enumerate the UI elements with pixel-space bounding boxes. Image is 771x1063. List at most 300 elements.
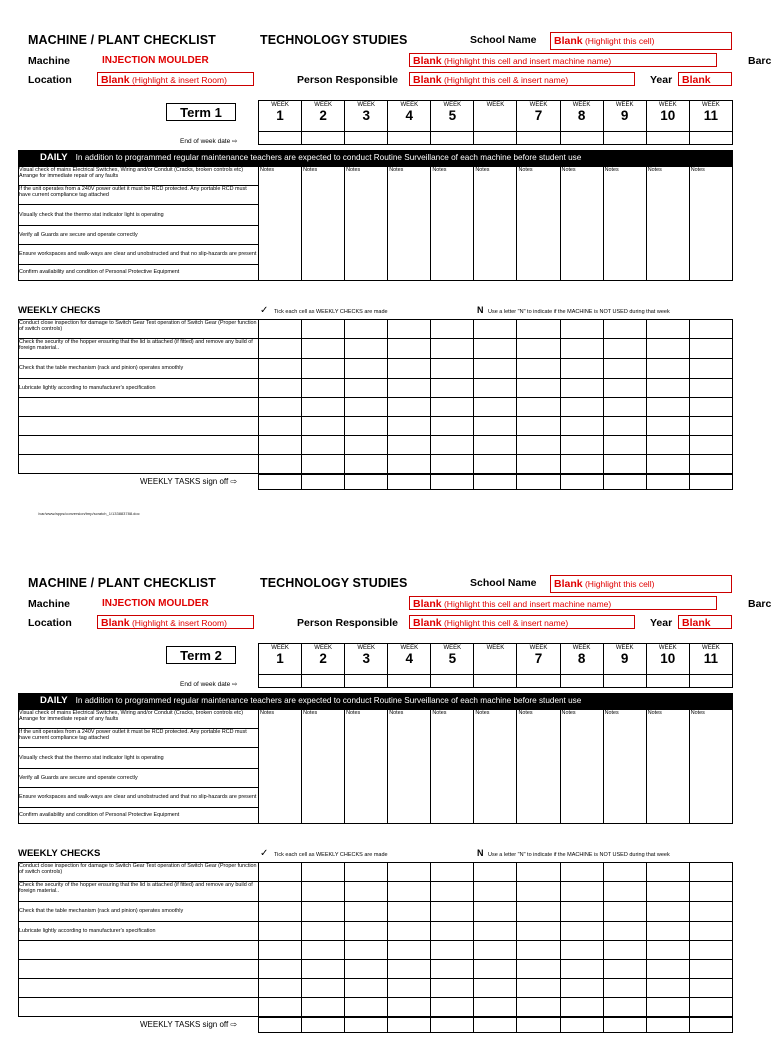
end-of-week-date-cell[interactable]: [560, 675, 603, 688]
weekly-cell[interactable]: [517, 436, 560, 455]
end-of-week-date-cell[interactable]: [431, 132, 474, 145]
signoff-cell[interactable]: [560, 1018, 603, 1033]
notes-cell[interactable]: Notes: [302, 167, 345, 281]
end-of-week-date-cell[interactable]: [345, 675, 388, 688]
weekly-cell[interactable]: [474, 882, 517, 902]
weekly-cell[interactable]: [388, 398, 431, 417]
weekly-cell[interactable]: [603, 436, 646, 455]
year-field[interactable]: Blank: [678, 72, 732, 86]
weekly-cell[interactable]: [431, 339, 474, 359]
end-of-week-date-cell[interactable]: [474, 675, 517, 688]
signoff-cell[interactable]: [259, 475, 302, 490]
weekly-cell[interactable]: [388, 863, 431, 882]
end-of-week-date-cell[interactable]: [603, 675, 646, 688]
weekly-cell[interactable]: [560, 979, 603, 998]
weekly-cell[interactable]: [689, 320, 732, 339]
weekly-cell[interactable]: [431, 320, 474, 339]
weekly-cell[interactable]: [302, 398, 345, 417]
weekly-cell[interactable]: [517, 398, 560, 417]
weekly-item: Conduct close inspection for damage to Switch Gear Test operation of Switch Gear (Proper function of switch controls): [19, 863, 259, 882]
school-name-field[interactable]: Blank (Highlight this cell): [550, 32, 732, 50]
notes-cell[interactable]: Notes: [302, 710, 345, 824]
year-field[interactable]: Blank: [678, 615, 732, 629]
weekly-cell[interactable]: [345, 902, 388, 922]
weekly-item: Check the security of the hopper ensuring that the lid is attached (if fitted) and remove any build of foreign material..: [19, 882, 259, 902]
notes-cell[interactable]: Notes: [388, 167, 431, 281]
weekly-cell[interactable]: [259, 882, 302, 902]
weekly-cell[interactable]: [603, 339, 646, 359]
notes-cell[interactable]: Notes: [560, 167, 603, 281]
weekly-cell[interactable]: [603, 379, 646, 398]
machine-value: INJECTION MOULDER: [102, 598, 209, 609]
weekly-cell[interactable]: [474, 922, 517, 941]
weekly-cell[interactable]: [517, 320, 560, 339]
weekly-cell[interactable]: [259, 417, 302, 436]
weekly-cell[interactable]: [431, 998, 474, 1017]
weekly-cell[interactable]: [646, 320, 689, 339]
weekly-cell[interactable]: [560, 320, 603, 339]
notes-cell[interactable]: Notes: [259, 167, 302, 281]
weekly-cell[interactable]: [259, 359, 302, 379]
daily-item: Visually check that the thermo stat indicator light is operating: [19, 748, 259, 769]
weekly-cell[interactable]: [431, 960, 474, 979]
weekly-item: Conduct close inspection for damage to Switch Gear Test operation of Switch Gear (Proper function of switch controls): [19, 320, 259, 339]
daily-item: Visual check of mains Electrical Switches, Wiring and/or Conduit (Cracks, broken controls etc) Arrange for immediate repair of any faults: [19, 710, 259, 729]
weekly-cell[interactable]: [302, 960, 345, 979]
weekly-cell[interactable]: [345, 998, 388, 1017]
notes-cell[interactable]: Notes: [431, 167, 474, 281]
weekly-cell[interactable]: [259, 455, 302, 474]
weekly-cell[interactable]: [302, 998, 345, 1017]
weekly-cell[interactable]: [388, 359, 431, 379]
weekly-cell[interactable]: [646, 339, 689, 359]
weekly-cell[interactable]: [646, 455, 689, 474]
weekly-cell[interactable]: [474, 455, 517, 474]
weekly-cell[interactable]: [689, 359, 732, 379]
weekly-cell[interactable]: [689, 979, 732, 998]
weekly-cell[interactable]: [689, 922, 732, 941]
signoff-cell[interactable]: [259, 1018, 302, 1033]
week-col-7: WEEK 7: [517, 101, 560, 132]
weekly-cell[interactable]: [517, 379, 560, 398]
weekly-cell[interactable]: [431, 941, 474, 960]
weekly-cell[interactable]: [345, 941, 388, 960]
week-col-6: WEEK: [474, 101, 517, 132]
signoff-cell[interactable]: [474, 475, 517, 490]
weekly-cell[interactable]: [603, 417, 646, 436]
weekly-cell[interactable]: [259, 398, 302, 417]
signoff-cell[interactable]: [302, 475, 345, 490]
year-label: Year: [650, 617, 673, 629]
weekly-cell[interactable]: [345, 863, 388, 882]
weekly-cell[interactable]: [431, 922, 474, 941]
weekly-cell[interactable]: [646, 960, 689, 979]
weekly-cell[interactable]: [302, 882, 345, 902]
weekly-cell[interactable]: [259, 379, 302, 398]
weekly-cell[interactable]: [603, 320, 646, 339]
weekly-cell[interactable]: [388, 979, 431, 998]
weekly-cell[interactable]: [689, 998, 732, 1017]
machine-value: INJECTION MOULDER: [102, 55, 209, 66]
weekly-cell[interactable]: [603, 902, 646, 922]
end-of-week-date-cell[interactable]: [431, 675, 474, 688]
weekly-cell[interactable]: [345, 882, 388, 902]
weekly-cell[interactable]: [517, 960, 560, 979]
weekly-cell[interactable]: [689, 902, 732, 922]
machine-label: Machine: [28, 598, 71, 610]
school-name-field[interactable]: Blank (Highlight this cell): [550, 575, 732, 593]
weekly-cell[interactable]: [603, 882, 646, 902]
person-responsible-field[interactable]: Blank (Highlight this cell & insert name): [409, 615, 635, 629]
weekly-cell[interactable]: [302, 320, 345, 339]
week-header-table: [258, 100, 733, 145]
weekly-cell[interactable]: [689, 339, 732, 359]
weekly-cell[interactable]: [302, 436, 345, 455]
weekly-item: [19, 455, 259, 474]
notes-cell[interactable]: Notes: [517, 167, 560, 281]
weekly-cell[interactable]: [302, 941, 345, 960]
weekly-cell[interactable]: [431, 979, 474, 998]
weekly-cell[interactable]: [474, 417, 517, 436]
weekly-item: [19, 436, 259, 455]
weekly-cell[interactable]: [646, 863, 689, 882]
weekly-cell[interactable]: [388, 379, 431, 398]
notes-cell[interactable]: Notes: [560, 710, 603, 824]
n-symbol: N: [477, 305, 484, 315]
weekly-cell[interactable]: [474, 979, 517, 998]
weekly-cell[interactable]: [431, 902, 474, 922]
weekly-cell[interactable]: [517, 339, 560, 359]
weekly-cell[interactable]: [603, 398, 646, 417]
weekly-cell[interactable]: [259, 979, 302, 998]
weekly-cell[interactable]: [259, 436, 302, 455]
school-name-label: School Name: [470, 34, 537, 46]
end-of-week-date-cell[interactable]: [388, 132, 431, 145]
weekly-cell[interactable]: [302, 359, 345, 379]
weekly-cell[interactable]: [388, 882, 431, 902]
weekly-cell[interactable]: [345, 398, 388, 417]
weekly-cell[interactable]: [603, 359, 646, 379]
weekly-cell[interactable]: [646, 379, 689, 398]
weekly-cell[interactable]: [517, 902, 560, 922]
location-field[interactable]: Blank (Highlight & insert Room): [97, 72, 254, 86]
weekly-cell[interactable]: [302, 339, 345, 359]
weekly-cell[interactable]: [689, 379, 732, 398]
weekly-cell[interactable]: [646, 979, 689, 998]
weekly-cell[interactable]: [345, 922, 388, 941]
file-path-footer: /var/www/apps/conversion/tmp/scratch_1/133883788.doc: [38, 511, 140, 516]
end-of-week-date-cell[interactable]: [345, 132, 388, 145]
weekly-cell[interactable]: [560, 941, 603, 960]
notes-cell[interactable]: Notes: [345, 710, 388, 824]
weekly-cell[interactable]: [474, 902, 517, 922]
weekly-item: Lubricate lightly according to manufacturer's specification: [19, 922, 259, 941]
weekly-cell[interactable]: [560, 902, 603, 922]
weekly-cell[interactable]: [259, 922, 302, 941]
week-col-4: WEEK 4: [388, 644, 431, 675]
end-of-week-date-cell[interactable]: [302, 132, 345, 145]
weekly-cell[interactable]: [474, 941, 517, 960]
notes-cell[interactable]: Notes: [517, 710, 560, 824]
tick-icon: ✓: [260, 848, 269, 859]
weekly-cell[interactable]: [689, 455, 732, 474]
weekly-cell[interactable]: [517, 941, 560, 960]
notes-cell[interactable]: Notes: [259, 710, 302, 824]
notes-cell[interactable]: Notes: [603, 710, 646, 824]
weekly-cell[interactable]: [388, 339, 431, 359]
daily-item: If the unit operates from a 240V power outlet it must be RCD protected. Any portable RCD must have current compliance tag attached: [19, 186, 259, 205]
weekly-cell[interactable]: [259, 998, 302, 1017]
weekly-cell[interactable]: [603, 941, 646, 960]
weekly-cell[interactable]: [560, 436, 603, 455]
daily-item: Confirm availability and condition of Personal Protective Equipment: [19, 808, 259, 824]
signoff-cell[interactable]: [603, 1018, 646, 1033]
signoff-cell[interactable]: [689, 1018, 732, 1033]
weekly-cell[interactable]: [560, 882, 603, 902]
weekly-cell[interactable]: [517, 979, 560, 998]
end-of-week-date-cell[interactable]: [689, 675, 732, 688]
weekly-cell[interactable]: [689, 941, 732, 960]
weekly-cell[interactable]: [302, 455, 345, 474]
weekly-cell[interactable]: [302, 379, 345, 398]
weekly-cell[interactable]: [517, 455, 560, 474]
notes-cell[interactable]: Notes: [474, 167, 517, 281]
weekly-item: [19, 941, 259, 960]
week-col-11: WEEK 11: [689, 101, 732, 132]
notes-cell[interactable]: Notes: [689, 167, 732, 281]
signoff-cell[interactable]: [646, 475, 689, 490]
weekly-cell[interactable]: [603, 960, 646, 979]
signoff-cell[interactable]: [603, 475, 646, 490]
weekly-cell[interactable]: [431, 436, 474, 455]
end-of-week-label: End of week date ⇨: [180, 681, 238, 688]
weekly-cell[interactable]: [345, 379, 388, 398]
weekly-cell[interactable]: [646, 359, 689, 379]
school-name-label: School Name: [470, 577, 537, 589]
weekly-item: Check the security of the hopper ensuring that the lid is attached (if fitted) and remove any build of foreign material..: [19, 339, 259, 359]
signoff-cell[interactable]: [474, 1018, 517, 1033]
weekly-cell[interactable]: [646, 998, 689, 1017]
weekly-cell[interactable]: [431, 398, 474, 417]
weekly-cell[interactable]: [560, 960, 603, 979]
weekly-cell[interactable]: [689, 417, 732, 436]
weekly-cell[interactable]: [646, 417, 689, 436]
signoff-cell[interactable]: [646, 1018, 689, 1033]
week-col-2: WEEK 2: [302, 101, 345, 132]
signoff-row: [258, 474, 733, 490]
weekly-cell[interactable]: [603, 922, 646, 941]
checklist-subtitle: TECHNOLOGY STUDIES: [260, 33, 408, 47]
signoff-cell[interactable]: [431, 1018, 474, 1033]
weekly-cell[interactable]: [517, 882, 560, 902]
weekly-cell[interactable]: [689, 398, 732, 417]
weekly-cell[interactable]: [474, 960, 517, 979]
signoff-cell[interactable]: [431, 475, 474, 490]
weekly-cell[interactable]: [560, 455, 603, 474]
weekly-cell[interactable]: [560, 359, 603, 379]
weekly-cell[interactable]: [646, 941, 689, 960]
weekly-cell[interactable]: [388, 417, 431, 436]
weekly-cell[interactable]: [517, 863, 560, 882]
weekly-cell[interactable]: [689, 436, 732, 455]
weekly-cell[interactable]: [560, 922, 603, 941]
signoff-cell[interactable]: [517, 1018, 560, 1033]
weekly-cell[interactable]: [431, 455, 474, 474]
weekly-item: [19, 979, 259, 998]
weekly-cell[interactable]: [388, 960, 431, 979]
machine-name-field[interactable]: Blank (Highlight this cell and insert machine name): [409, 53, 717, 67]
weekly-cell[interactable]: [646, 882, 689, 902]
weekly-cell[interactable]: [388, 998, 431, 1017]
end-of-week-date-cell[interactable]: [259, 675, 302, 688]
week-col-9: WEEK 9: [603, 644, 646, 675]
weekly-cell[interactable]: [388, 941, 431, 960]
weekly-item: Lubricate lightly according to manufacturer's specification: [19, 379, 259, 398]
notes-cell[interactable]: Notes: [431, 710, 474, 824]
notes-cell[interactable]: Notes: [603, 167, 646, 281]
end-of-week-date-cell[interactable]: [259, 132, 302, 145]
notes-cell[interactable]: Notes: [345, 167, 388, 281]
weekly-cell[interactable]: [474, 436, 517, 455]
weekly-cell[interactable]: [517, 417, 560, 436]
weekly-cell[interactable]: [431, 359, 474, 379]
weekly-cell[interactable]: [259, 320, 302, 339]
weekly-cell[interactable]: [560, 398, 603, 417]
daily-item: Verify all Guards are secure and operate correctly: [19, 769, 259, 788]
weekly-cell[interactable]: [560, 998, 603, 1017]
week-col-10: WEEK 10: [646, 101, 689, 132]
end-of-week-date-cell[interactable]: [603, 132, 646, 145]
n-instruction: Use a letter "N" to indicate if the MACHINE is NOT USED during that week: [488, 309, 670, 315]
signoff-cell[interactable]: [689, 475, 732, 490]
weekly-cell[interactable]: [259, 902, 302, 922]
weekly-cell[interactable]: [689, 960, 732, 979]
weekly-cell[interactable]: [517, 922, 560, 941]
weekly-cell[interactable]: [474, 359, 517, 379]
weekly-cell[interactable]: [517, 359, 560, 379]
signoff-cell[interactable]: [388, 475, 431, 490]
notes-cell[interactable]: Notes: [689, 710, 732, 824]
weekly-cell[interactable]: [388, 902, 431, 922]
weekly-cell[interactable]: [302, 902, 345, 922]
weekly-cell[interactable]: [431, 882, 474, 902]
notes-cell[interactable]: Notes: [388, 710, 431, 824]
signoff-cell[interactable]: [560, 475, 603, 490]
weekly-cell[interactable]: [259, 863, 302, 882]
weekly-cell[interactable]: [345, 960, 388, 979]
weekly-cell[interactable]: [302, 979, 345, 998]
weekly-cell[interactable]: [431, 863, 474, 882]
weekly-cell[interactable]: [560, 863, 603, 882]
weekly-cell[interactable]: [302, 863, 345, 882]
end-of-week-date-cell[interactable]: [646, 132, 689, 145]
end-of-week-date-cell[interactable]: [689, 132, 732, 145]
weekly-signoff-label: WEEKLY TASKS sign off ⇨: [140, 1020, 238, 1029]
weekly-cell[interactable]: [474, 398, 517, 417]
location-field[interactable]: Blank (Highlight & insert Room): [97, 615, 254, 629]
daily-item: Confirm availability and condition of Personal Protective Equipment: [19, 265, 259, 281]
daily-item: If the unit operates from a 240V power outlet it must be RCD protected. Any portable RCD must have current compliance tag attached: [19, 729, 259, 748]
person-responsible-field[interactable]: Blank (Highlight this cell & insert name): [409, 72, 635, 86]
weekly-cell[interactable]: [560, 379, 603, 398]
weekly-item: Check that the table mechanism (rack and pinion) operates smoothly: [19, 359, 259, 379]
notes-cell[interactable]: Notes: [646, 167, 689, 281]
daily-checks-table: [18, 166, 733, 281]
weekly-cell[interactable]: [345, 417, 388, 436]
signoff-cell[interactable]: [345, 475, 388, 490]
daily-item: Ensure workspaces and walk-ways are clear and unobstructed and that no slip-hazards are present: [19, 788, 259, 808]
weekly-cell[interactable]: [259, 941, 302, 960]
notes-cell[interactable]: Notes: [646, 710, 689, 824]
weekly-cell[interactable]: [345, 339, 388, 359]
week-col-2: WEEK 2: [302, 644, 345, 675]
weekly-cell[interactable]: [646, 398, 689, 417]
weekly-cell[interactable]: [388, 436, 431, 455]
weekly-cell[interactable]: [388, 320, 431, 339]
weekly-cell[interactable]: [259, 960, 302, 979]
notes-cell[interactable]: Notes: [474, 710, 517, 824]
signoff-cell[interactable]: [345, 1018, 388, 1033]
weekly-cell[interactable]: [259, 339, 302, 359]
weekly-cell[interactable]: [603, 863, 646, 882]
weekly-cell[interactable]: [474, 379, 517, 398]
weekly-cell[interactable]: [345, 359, 388, 379]
weekly-cell[interactable]: [345, 979, 388, 998]
weekly-cell[interactable]: [474, 320, 517, 339]
weekly-cell[interactable]: [646, 902, 689, 922]
weekly-cell[interactable]: [689, 882, 732, 902]
weekly-cell[interactable]: [689, 863, 732, 882]
location-label: Location: [28, 74, 72, 86]
weekly-cell[interactable]: [431, 379, 474, 398]
weekly-cell[interactable]: [560, 417, 603, 436]
machine-name-field[interactable]: Blank (Highlight this cell and insert machine name): [409, 596, 717, 610]
weekly-cell[interactable]: [517, 998, 560, 1017]
weekly-cell[interactable]: [345, 455, 388, 474]
weekly-cell[interactable]: [603, 979, 646, 998]
weekly-cell[interactable]: [560, 339, 603, 359]
weekly-cell[interactable]: [345, 320, 388, 339]
weekly-item: Check that the table mechanism (rack and pinion) operates smoothly: [19, 902, 259, 922]
weekly-cell[interactable]: [388, 455, 431, 474]
end-of-week-date-cell[interactable]: [474, 132, 517, 145]
weekly-cell[interactable]: [388, 922, 431, 941]
weekly-cell[interactable]: [474, 998, 517, 1017]
weekly-cell[interactable]: [474, 339, 517, 359]
signoff-cell[interactable]: [302, 1018, 345, 1033]
signoff-cell[interactable]: [388, 1018, 431, 1033]
end-of-week-date-cell[interactable]: [302, 675, 345, 688]
weekly-cell[interactable]: [302, 417, 345, 436]
location-label: Location: [28, 617, 72, 629]
n-instruction: Use a letter "N" to indicate if the MACHINE is NOT USED during that week: [488, 852, 670, 858]
end-of-week-date-cell[interactable]: [646, 675, 689, 688]
weekly-cell[interactable]: [474, 863, 517, 882]
weekly-cell[interactable]: [603, 455, 646, 474]
weekly-cell[interactable]: [646, 922, 689, 941]
weekly-cell[interactable]: [646, 436, 689, 455]
weekly-cell[interactable]: [302, 922, 345, 941]
end-of-week-date-cell[interactable]: [517, 132, 560, 145]
weekly-checks-title: WEEKLY CHECKS: [18, 305, 101, 316]
weekly-cell[interactable]: [431, 417, 474, 436]
end-of-week-date-cell[interactable]: [388, 675, 431, 688]
signoff-cell[interactable]: [517, 475, 560, 490]
end-of-week-date-cell[interactable]: [560, 132, 603, 145]
weekly-cell[interactable]: [345, 436, 388, 455]
weekly-cell[interactable]: [603, 998, 646, 1017]
end-of-week-date-cell[interactable]: [517, 675, 560, 688]
